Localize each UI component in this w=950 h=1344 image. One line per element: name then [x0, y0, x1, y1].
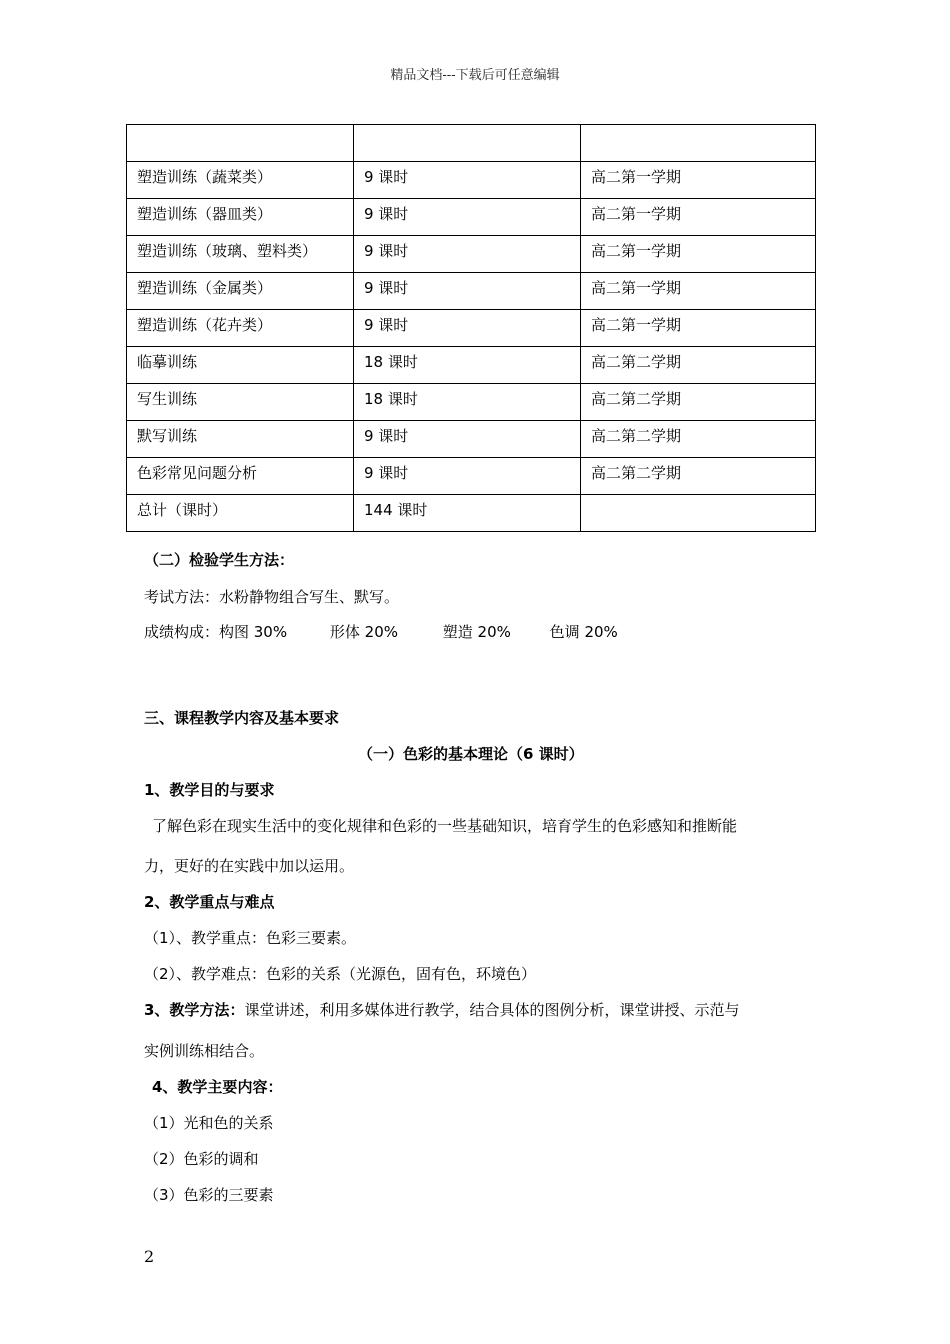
table-row [127, 273, 816, 310]
section-subtitle: （一）色彩的基本理论（6 课时） [358, 745, 584, 763]
table-cell [581, 199, 816, 236]
table-cell [127, 347, 354, 384]
cell-text: 默写训练 [137, 427, 198, 445]
item3-text: 课堂讲述，利用多媒体进行教学，结合具体的图例分析，课堂讲授、示范与 [244, 1001, 740, 1019]
item1-line2: 力，更好的在实践中加以运用。 [144, 857, 355, 875]
table-cell [354, 199, 581, 236]
table-cell [581, 421, 816, 458]
cell-text: 塑造训练（蔬菜类） [137, 168, 273, 186]
page-header: 精品文档---下载后可任意编辑 [390, 68, 560, 83]
score-item: 色调 20% [549, 623, 618, 641]
cell-text: 高二第二学期 [591, 464, 682, 482]
cell-text: 塑造训练（花卉类） [137, 316, 273, 334]
cell-text: 高二第二学期 [591, 390, 682, 408]
cell-text: 144 课时 [364, 501, 428, 519]
cell-text [137, 125, 353, 128]
table-cell [127, 310, 354, 347]
table-row [127, 384, 816, 421]
cell-text [364, 125, 580, 128]
cell-text: 9 课时 [364, 427, 409, 445]
cell-text: 高二第一学期 [591, 242, 682, 260]
table-cell [354, 458, 581, 495]
cell-text: 塑造训练（器皿类） [137, 205, 273, 223]
score-item: 形体 20% [329, 623, 398, 641]
table-cell [354, 310, 581, 347]
cell-text: 高二第二学期 [591, 427, 682, 445]
table-cell [354, 125, 581, 162]
cell-text: 高二第一学期 [591, 205, 682, 223]
item4-list-item: （1）光和色的关系 [144, 1114, 274, 1132]
section-title: 三、课程教学内容及基本要求 [144, 709, 340, 727]
table-cell [354, 495, 581, 532]
cell-text: 色彩常见问题分析 [137, 464, 258, 482]
table-cell [581, 347, 816, 384]
item1-title: 1、教学目的与要求 [144, 781, 275, 799]
table-cell [354, 347, 581, 384]
table-row [127, 199, 816, 236]
table-cell [581, 125, 816, 162]
cell-text [591, 495, 815, 498]
cell-text: 写生训练 [137, 390, 198, 408]
cell-text: 18 课时 [364, 353, 418, 371]
item3-line1 [144, 1000, 739, 1020]
table-row [127, 421, 816, 458]
cell-text: 18 课时 [364, 390, 418, 408]
table-cell [127, 162, 354, 199]
table-row [127, 125, 816, 162]
score-composition [144, 622, 618, 642]
table-cell [581, 273, 816, 310]
cell-text: 9 课时 [364, 242, 409, 260]
score-item: 塑造 20% [442, 623, 511, 641]
item2-point1: （1）、教学重点：色彩三要素。 [144, 929, 357, 947]
table-row [127, 162, 816, 199]
table-row [127, 236, 816, 273]
cell-text: 塑造训练（玻璃、塑料类） [137, 242, 318, 260]
item4-list-item: （3）色彩的三要素 [144, 1186, 274, 1204]
cell-text: 9 课时 [364, 205, 409, 223]
item3-line2: 实例训练相结合。 [144, 1042, 265, 1060]
cell-text: 9 课时 [364, 464, 409, 482]
page-number: 2 [144, 1247, 155, 1266]
table-cell [127, 384, 354, 421]
table-cell [581, 495, 816, 532]
cell-text: 高二第一学期 [591, 168, 682, 186]
table-cell [354, 384, 581, 421]
item3-label: 3、教学方法： [144, 1001, 245, 1019]
exam-method: 考试方法：水粉静物组合写生、默写。 [144, 588, 400, 606]
table-cell [127, 273, 354, 310]
cell-text: 9 课时 [364, 168, 409, 186]
table-cell [581, 384, 816, 421]
cell-text: 总计（课时） [137, 501, 228, 519]
table-cell [127, 236, 354, 273]
item2-point2: （2）、教学难点：色彩的关系（光源色，固有色，环境色） [144, 965, 537, 983]
table-row [127, 495, 816, 532]
table-cell [581, 458, 816, 495]
item4-list-item: （2）色彩的调和 [144, 1150, 259, 1168]
table-row [127, 310, 816, 347]
table-cell [581, 162, 816, 199]
table-cell [127, 199, 354, 236]
cell-text: 塑造训练（金属类） [137, 279, 273, 297]
table-row [127, 458, 816, 495]
schedule-table [126, 124, 816, 532]
table-cell [354, 162, 581, 199]
cell-text [591, 125, 815, 128]
table-cell [127, 421, 354, 458]
table-cell [127, 125, 354, 162]
cell-text: 9 课时 [364, 316, 409, 334]
table-cell [354, 421, 581, 458]
exam-heading: （二）检验学生方法： [144, 551, 295, 569]
table-cell [581, 236, 816, 273]
table-cell [354, 273, 581, 310]
cell-text: 高二第一学期 [591, 279, 682, 297]
item1-line1: 了解色彩在现实生活中的变化规律和色彩的一些基础知识，培育学生的色彩感知和推断能 [152, 817, 738, 835]
table-cell [581, 310, 816, 347]
cell-text: 临摹训练 [137, 353, 198, 371]
item4-title: 4、教学主要内容： [152, 1078, 283, 1096]
table-cell [354, 236, 581, 273]
cell-text: 高二第二学期 [591, 353, 682, 371]
cell-text: 高二第一学期 [591, 316, 682, 334]
table-cell [127, 495, 354, 532]
score-label: 成绩构成：构图 30% [144, 623, 288, 641]
table-cell [127, 458, 354, 495]
item2-title: 2、教学重点与难点 [144, 893, 275, 911]
table-row [127, 347, 816, 384]
cell-text: 9 课时 [364, 279, 409, 297]
